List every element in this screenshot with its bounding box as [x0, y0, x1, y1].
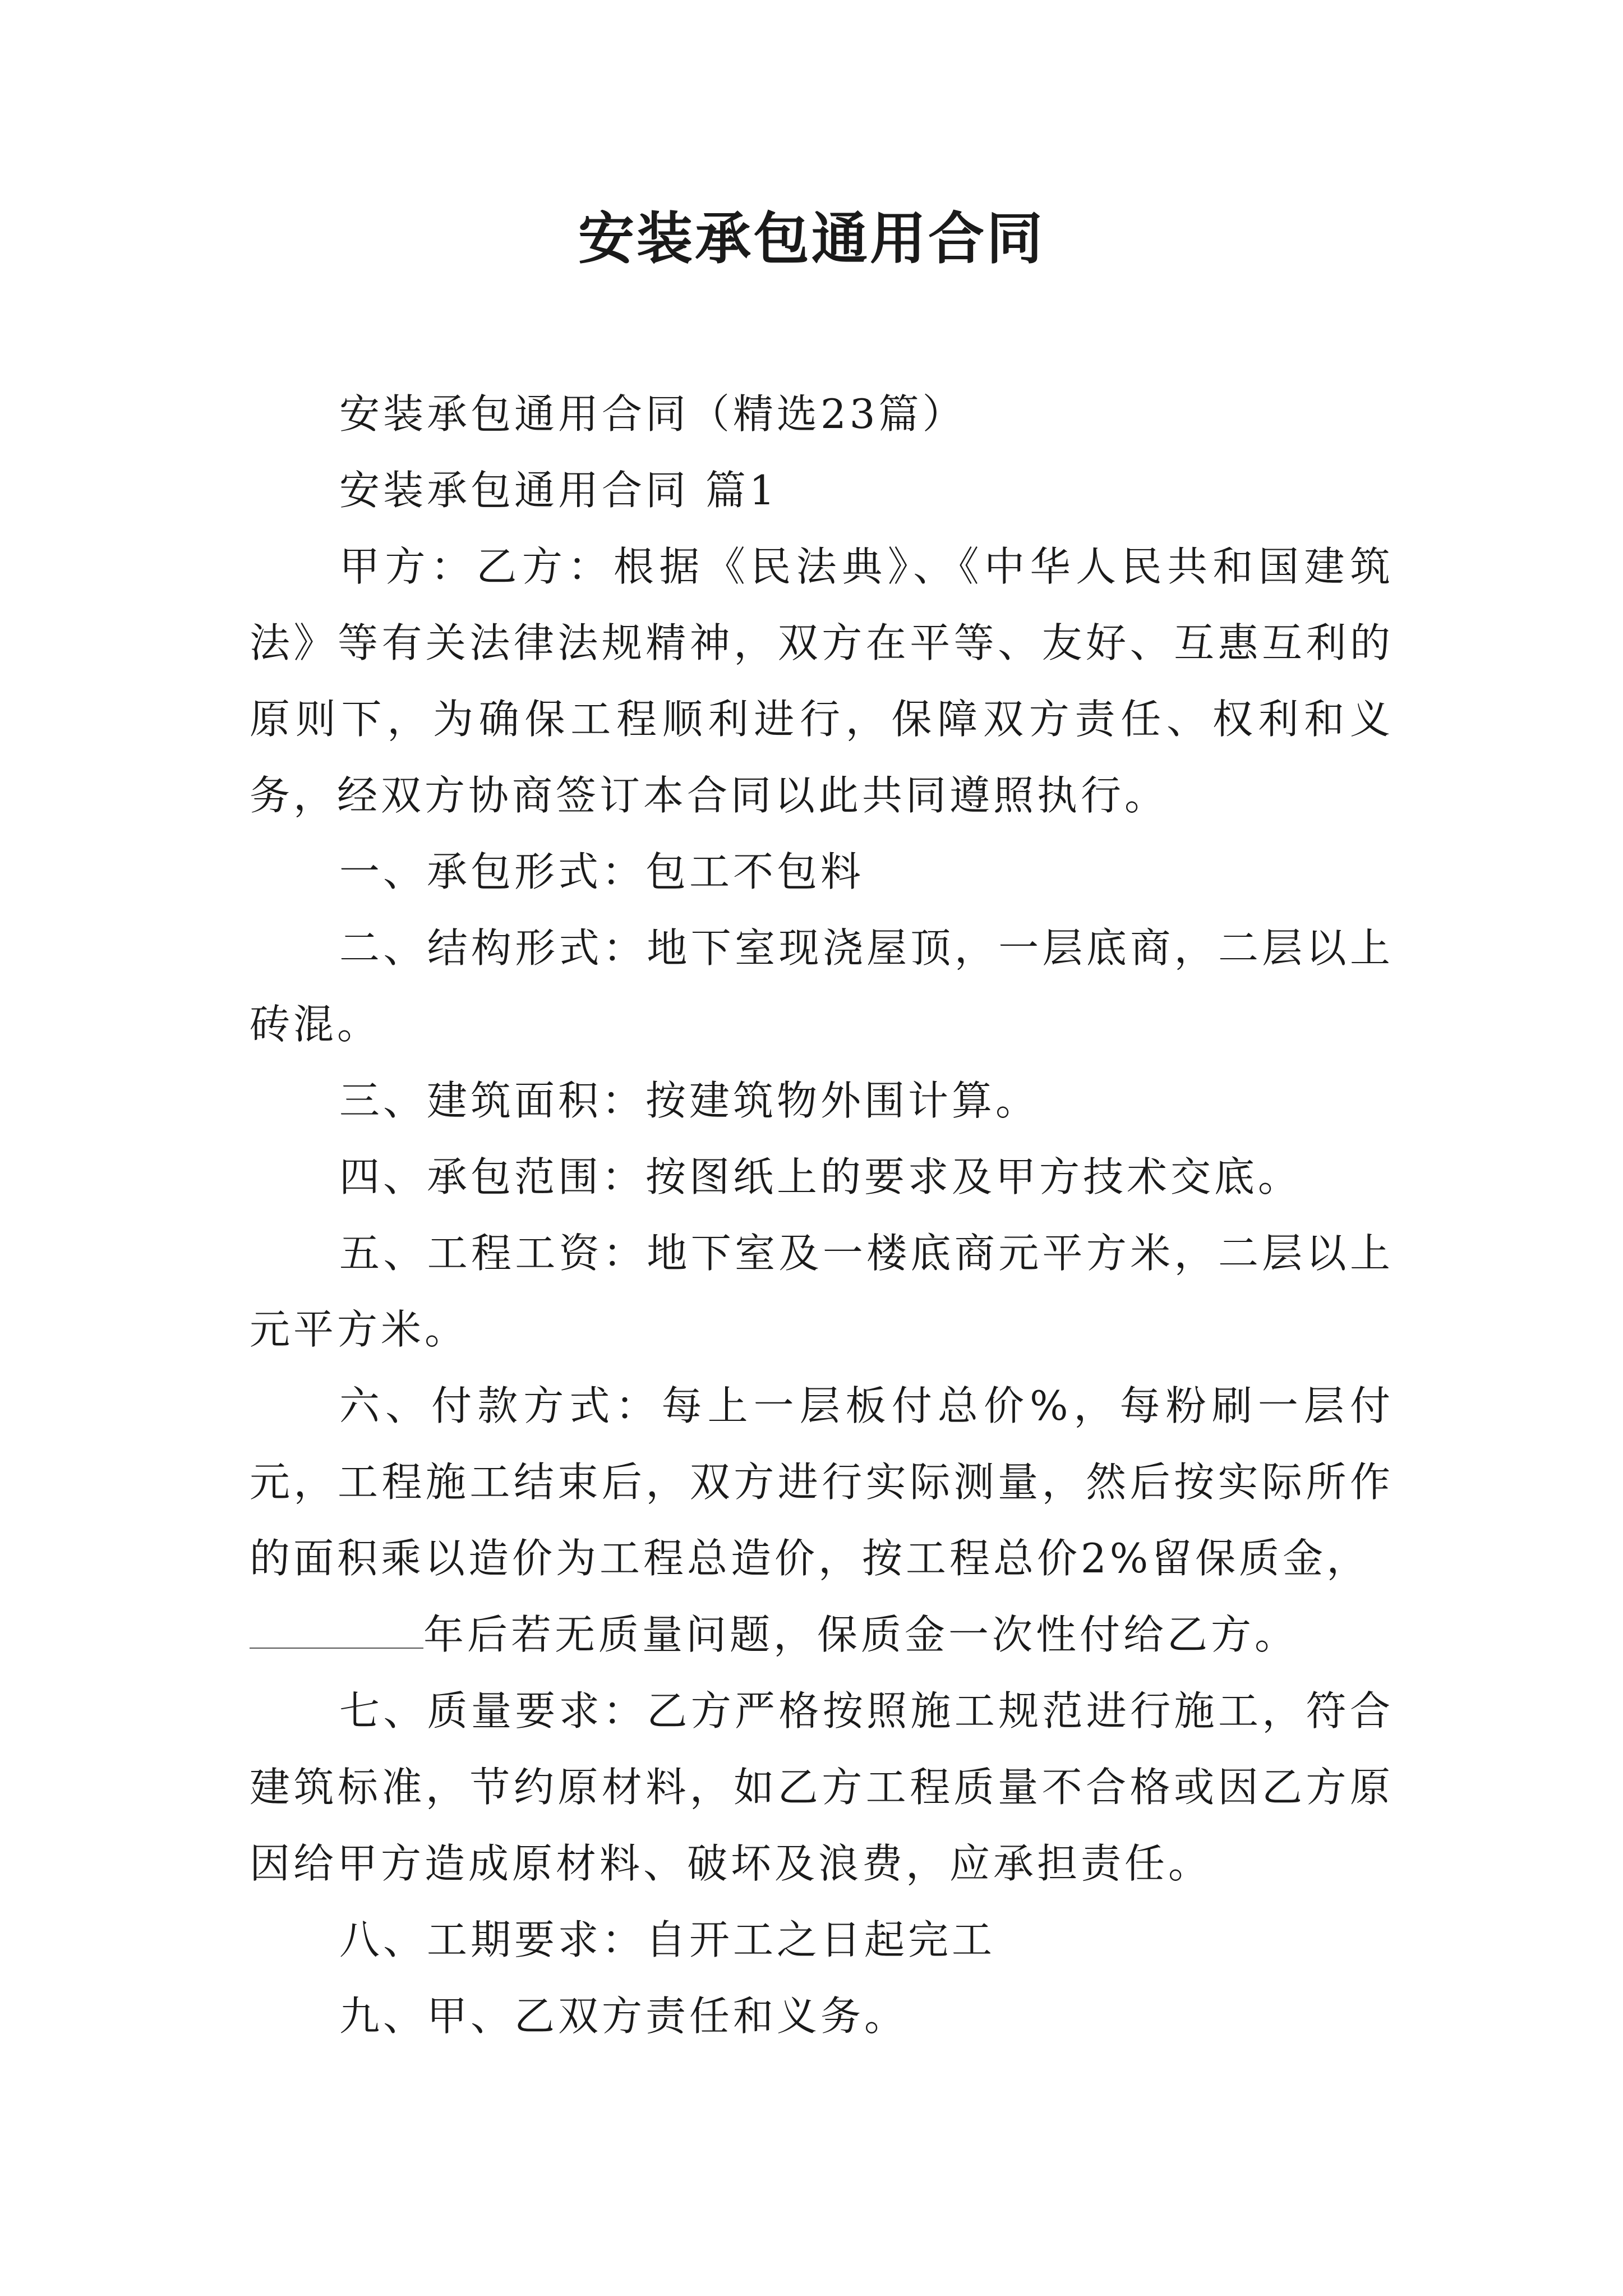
paragraph-clause-9: 九、甲、乙双方责任和义务。	[339, 1993, 909, 2040]
paragraph-clause-8: 八、工期要求：自开工之日起完工	[339, 1916, 996, 1963]
paragraph-section-heading: 安装承包通用合同 篇1	[339, 467, 778, 514]
paragraph-subtitle: 安装承包通用合同（精选23篇）	[339, 390, 966, 438]
document-title: 安装承包通用合同	[578, 205, 1045, 272]
paragraph-clause-7: 七、质量要求：乙方严格按照施工规范进行施工，符合建筑标准，节约原材料，如乙方工程质量不合格或因乙方原因给甲方造成原材料、破坏及浪费，应承担责任。	[250, 1687, 1394, 1887]
blank-fill-line	[250, 1614, 423, 1649]
paragraph-preamble: 甲方：乙方：根据《民法典》、《中华人民共和国建筑法》等有关法律法规精神，双方在平等、友好、互惠互利的原则下，为确保工程顺利进行，保障双方责任、权利和义务，经双方协商签订本合同以此共同遵照执行。	[250, 543, 1394, 819]
document-body	[250, 376, 1394, 2054]
paragraph-clause-4: 四、承包范围：按图纸上的要求及甲方技术交底。	[339, 1153, 1302, 1200]
paragraph-clause-6: 六、付款方式：每上一层板付总价%，每粉刷一层付元，工程施工结束后，双方进行实际测量，然后按实际所作的面积乘以造价为工程总造价，按工程总价2%留保质金，	[250, 1382, 1394, 1582]
paragraph-clause-3: 三、建筑面积：按建筑物外围计算。	[339, 1077, 1040, 1124]
paragraph-clause-6-continued	[250, 1596, 1394, 1673]
paragraph-clause-1: 一、承包形式：包工不包料	[339, 848, 865, 895]
paragraph-clause-5: 五、工程工资：地下室及一楼底商元平方米，二层以上元平方米。	[250, 1230, 1394, 1353]
clause-6-continued-text: 年后若无质量问题，保质金一次性付给乙方。	[423, 1611, 1299, 1658]
paragraph-clause-2: 二、结构形式：地下室现浇屋顶，一层底商，二层以上砖混。	[250, 924, 1394, 1048]
